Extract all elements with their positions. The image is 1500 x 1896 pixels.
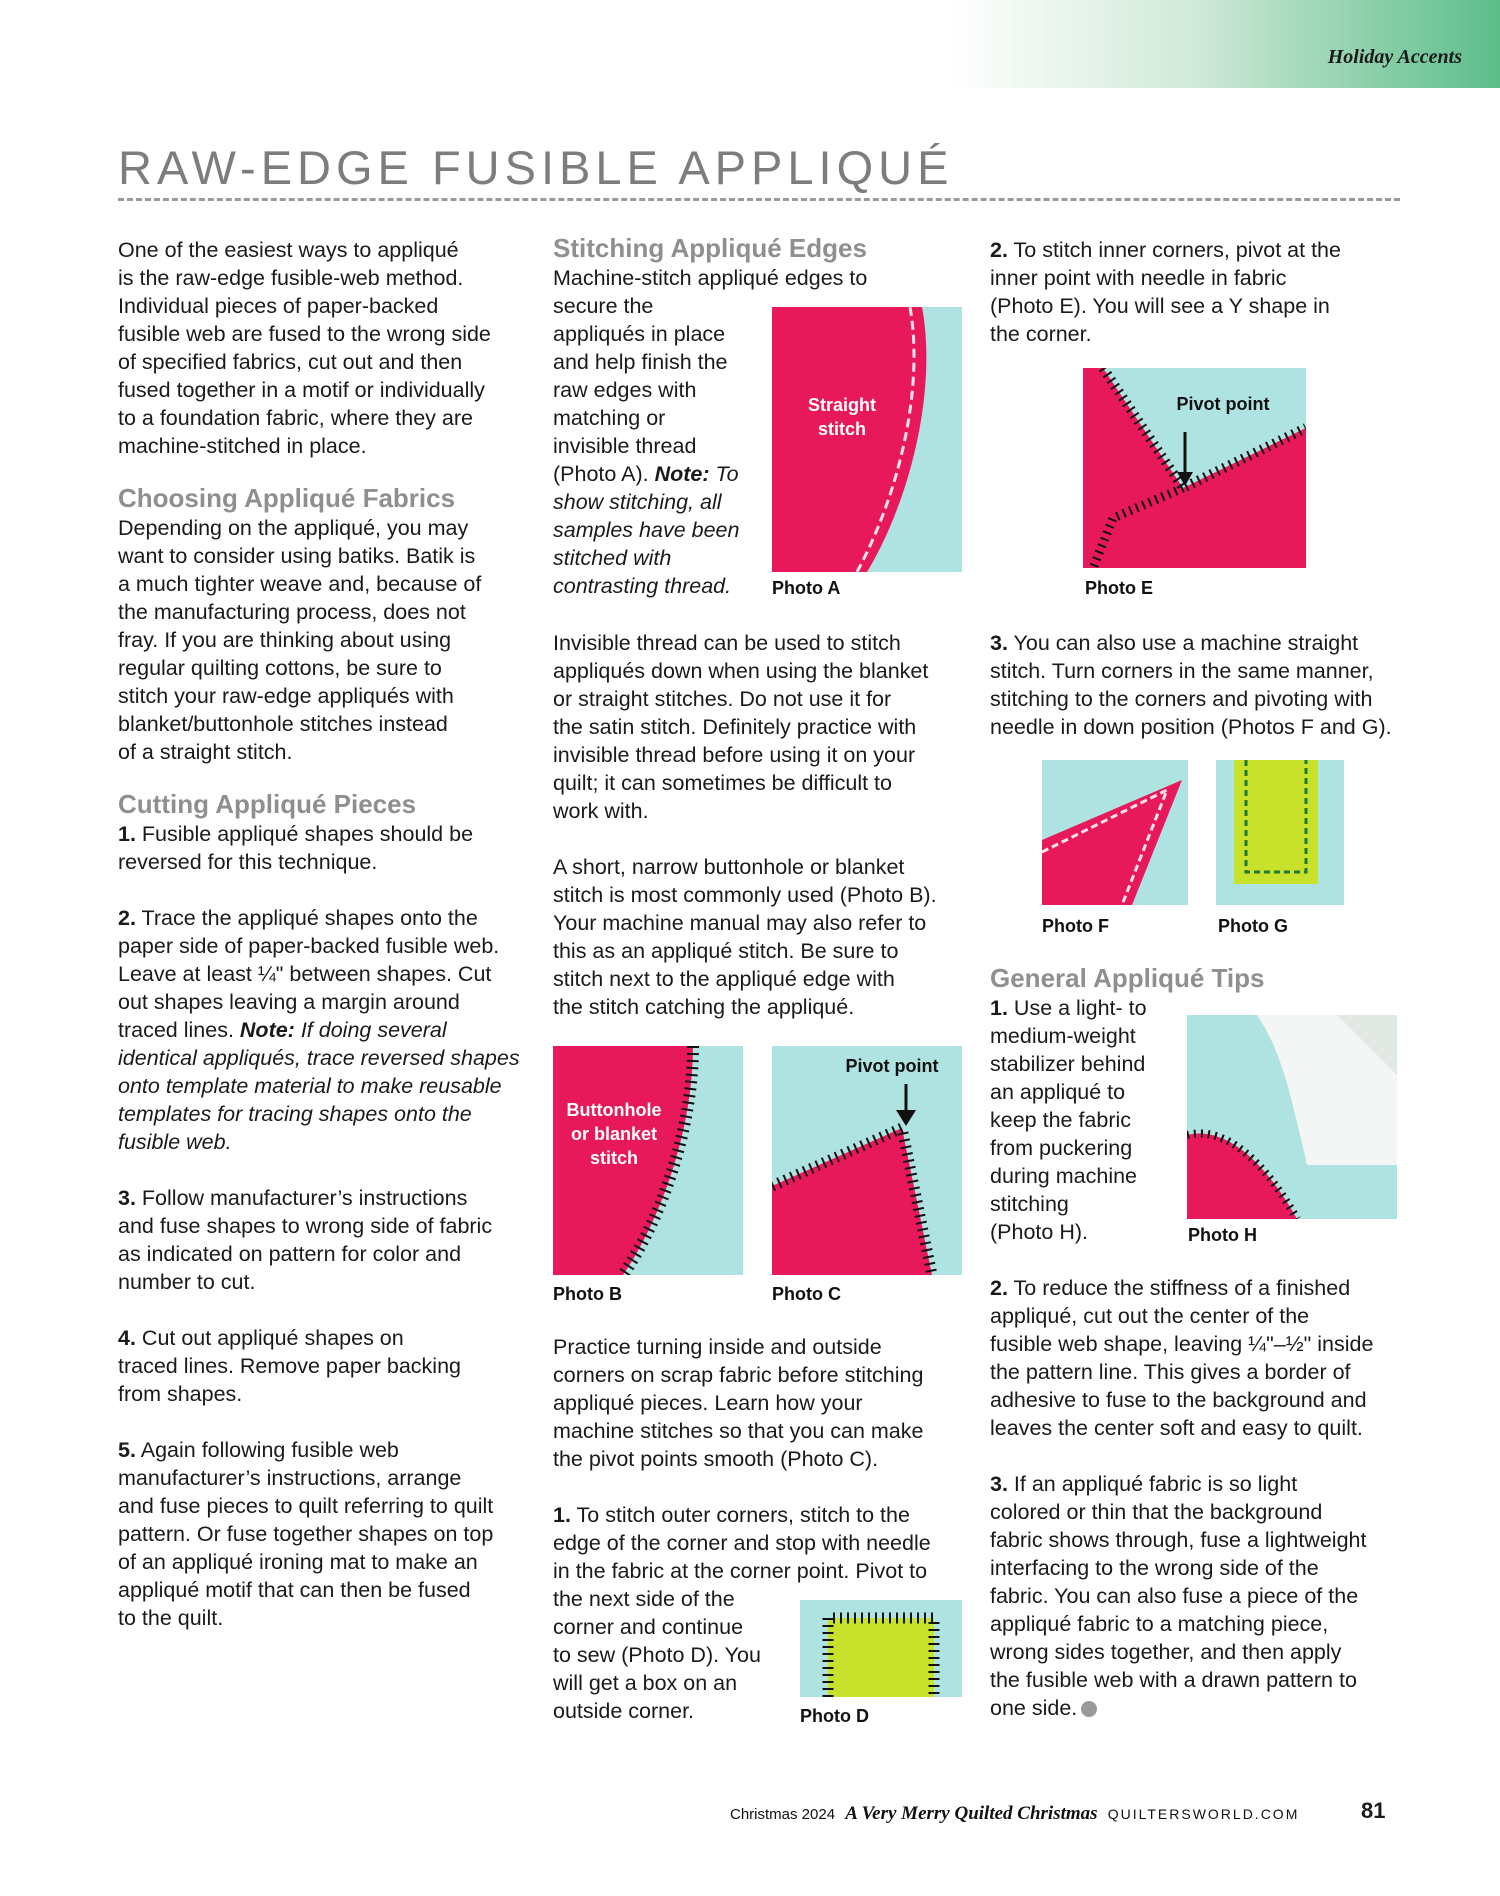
footer-issue: Christmas 2024 (730, 1806, 836, 1823)
photo-b-label: Buttonhole or blanket stitch (566, 1100, 662, 1168)
buttonhole-paragraph: A short, narrow buttonhole or blanket stitch is most commonly used (Photo B). Your machine manual may also refer to this as an appliqué stitch. Be sure to stitch next to the appliqué edge with the stitch catching the appliqué. (553, 855, 937, 1019)
step-5: 5. Again following fusible web manufacturer’s instructions, arrange and fuse pieces to quilt referring to quilt pattern. Or fuse together shapes on top of an appliqué ironing mat to make an appliqué motif that can then be fused to the quilt. (118, 1438, 494, 1630)
column-3-mid (990, 629, 1410, 741)
footer-website: QUILTERSWORLD.COM (1107, 1806, 1300, 1822)
title-divider (118, 198, 1400, 201)
page-footer (730, 1803, 1299, 1825)
photo-c (772, 1046, 962, 1275)
column-1 (118, 236, 538, 1632)
photo-h-image (1187, 1015, 1397, 1219)
photo-a-caption: Photo A (772, 578, 841, 598)
end-mark-icon (1081, 1701, 1097, 1717)
footer-magazine: A Very Merry Quilted Christmas (845, 1803, 1098, 1824)
inner-corner-step: 2. To stitch inner corners, pivot at the inner point with needle in fabric (Photo E). You will see a Y shape in the corner. (990, 238, 1341, 346)
photo-g-image (1216, 760, 1344, 905)
photo-e (1083, 368, 1306, 568)
tip-1: 1. Use a light- to medium-weight stabilizer behind an appliqué to keep the fabric from puckering during machine stitching (Photo H). (990, 996, 1147, 1244)
section-label: Holiday Accents (1327, 46, 1462, 68)
invisible-thread-paragraph: Invisible thread can be used to stitch appliqués down when using the blanket or straight stitches. Do not use it for the satin stitch. Definitely practice with invisible thread before using it on your quilt; it can sometimes be difficult to work with. (553, 631, 929, 823)
column-2-lower (553, 629, 993, 1021)
heading-general-tips: General Appliqué Tips (990, 963, 1265, 993)
fabrics-paragraph: Depending on the appliqué, you may want to consider using batiks. Batik is a much tighter weave and, because of the manufacturing process, does not fray. If you are thinking about using regular quilting cottons, be sure to stitch your raw-edge appliqués with blanket/buttonhole stitches instead of a straight stitch. (118, 516, 482, 764)
photo-f (1042, 760, 1188, 905)
page-title: RAW-EDGE FUSIBLE APPLIQUÉ (118, 141, 954, 194)
photo-c-image (772, 1046, 962, 1275)
photo-d (800, 1600, 962, 1697)
photo-f-caption: Photo F (1042, 916, 1109, 936)
photo-h-caption: Photo H (1188, 1225, 1257, 1245)
step-3: 3. Follow manufacturer’s instructions and fuse shapes to wrong side of fabric as indicated on pattern for color and number to cut. (118, 1186, 493, 1294)
photo-a-label: Straight stitch (807, 395, 876, 439)
step-1: 1. Fusible appliqué shapes should be reversed for this technique. (118, 822, 474, 874)
column-3 (990, 236, 1410, 348)
intro-paragraph: One of the easiest ways to appliqué is the raw-edge fusible-web method. Individual pieces of paper-backed fusible web are fused to the wrong side of specified fabrics, cut out and then fused together in a motif or individually to a foundation fabric, where they are machine-stitched in place. (118, 238, 491, 458)
step-4: 4. Cut out appliqué shapes on traced lines. Remove paper backing from shapes. (118, 1326, 461, 1406)
tip-3: 3. If an appliqué fabric is so light colored or thin that the background fabric shows through, fuse a lightweight interfacing to the wrong side of the fabric. You can also fuse a piece of the appliqué fabric to a matching piece, wrong sides together, and then apply the fusible web with a drawn pattern to one side. (990, 1472, 1367, 1720)
page-number: 81 (1361, 1798, 1386, 1823)
photo-g (1216, 760, 1344, 905)
heading-choosing-fabrics: Choosing Appliqué Fabrics (118, 483, 456, 513)
photo-d-caption: Photo D (800, 1706, 869, 1726)
photo-a (772, 307, 962, 572)
stitching-paragraph: Machine-stitch appliqué edges to secure the appliqués in place and help finish the raw edges with matching or invisible thread (Photo A). Note: To show stitching, all samples have been stitched with contrasting thread. (553, 266, 868, 598)
outer-corner-step: 1. To stitch outer corners, stitch to the edge of the corner and stop with needle in the fabric at the corner point. Pivot to the next side of the corner and continue to sew (Photo D). You will get a box on an outside corner. (553, 1503, 931, 1723)
photo-b (553, 1046, 743, 1275)
photo-e-label: Pivot point (1176, 394, 1270, 414)
heading-cutting-pieces: Cutting Appliqué Pieces (118, 789, 417, 819)
practice-paragraph: Practice turning inside and outside corners on scrap fabric before stitching appliqué pieces. Learn how your machine stitches so that you can make the pivot points smooth (Photo C). (553, 1335, 924, 1471)
heading-stitching-edges: Stitching Appliqué Edges (553, 233, 867, 263)
photo-b-caption: Photo B (553, 1284, 622, 1304)
step-2: 2. Trace the appliqué shapes onto the paper side of paper-backed fusible web. Leave at least ¼" between shapes. Cut out shapes leaving a margin around traced lines. Note: If doing several identical appliqués, trace reversed shapes onto template material to make reusable templates for tracing shapes onto the fusible web. (118, 906, 520, 1154)
section-header-tab (950, 0, 1500, 88)
photo-c-label: Pivot point (845, 1056, 939, 1076)
straight-stitch-step: 3. You can also use a machine straight stitch. Turn corners in the same manner, stitching to the corners and pivoting with needle in down position (Photos F and G). (990, 631, 1392, 739)
photo-e-caption: Photo E (1085, 578, 1153, 598)
tip-2: 2. To reduce the stiffness of a finished appliqué, cut out the center of the fusible web shape, leaving ¼"–½" inside the pattern line. This gives a border of adhesive to fuse to the background and leaves the center soft and easy to quilt. (990, 1276, 1374, 1440)
photo-f-image (1042, 760, 1188, 905)
photo-h (1187, 1015, 1397, 1219)
photo-g-caption: Photo G (1218, 916, 1288, 936)
photo-d-image (800, 1600, 962, 1697)
photo-c-caption: Photo C (772, 1284, 841, 1304)
